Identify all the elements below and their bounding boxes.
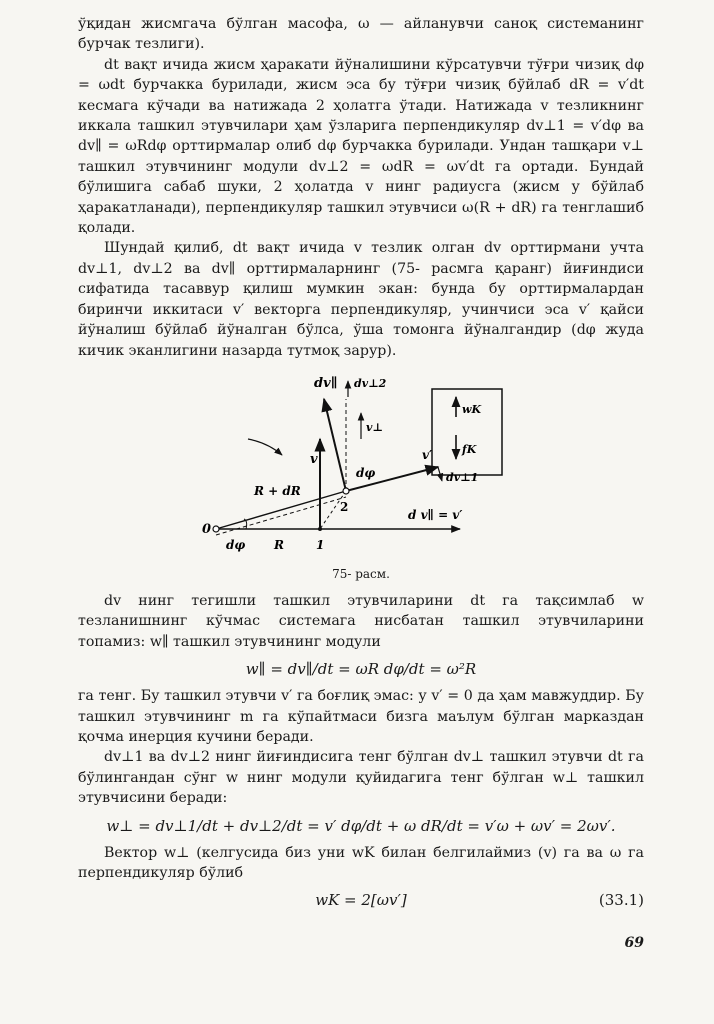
label-point-1: 1 <box>316 537 325 552</box>
v-vector-2 <box>324 399 346 491</box>
paragraph-5: га тенг. Бу ташкил этувчи v′ га боғлиқ эмас: у v′ = 0 да ҳам мавжуддир. Бу ташкил этувчининг m га кўпайтмаси бизга маълум бўлган марказдан қочма инерция кучини беради. <box>78 688 644 745</box>
label-r-plus-dr: R + dR <box>254 483 301 498</box>
point-1 <box>318 527 322 531</box>
paragraph-3: Шундай қилиб, dt вақт ичида v тезлик олган dv орттирмани учта dv⊥1, dv⊥2 ва dv∥ орттирмаларнинг (75- расмга қаранг) йиғиндиси сифатида тасаввур қилиш мумкин экан: бунда бу орттирмалардан биринчи иккитаси v′ векторга перпендикуляр, учинчиси эса v′ қайси йўналиш бўйлаб йўналган бўлса, ўша томонга йўналгандир (dφ жуда кичик эканлигини назарда тутмоқ зарур). <box>78 240 644 359</box>
label-dv-parallel-eq: d v∥ = v′ <box>408 507 463 522</box>
paragraph-2: dt вақт ичида жисм ҳаракати йўналишини кўрсатувчи тўғри чизиқ dφ = ωdt бурчакка бурилади, жисм эса бу тўғри чизиқ бўйлаб dR = v′dt кесмага кўчади ва натижада 2 ҳолатга ўтади. Натижада v тезликнинг иккала ташкил этувчилари ҳам ўзларига перпендикуляр dv⊥1 = v′dφ ва dv∥ = ωRdφ орттирмалар олиб dφ бурчакка бурилади. Ундан ташқари v⊥ ташкил этувчининг модули dv⊥2 = ωdR = ωv′dt га ортади. Бундай бўлишига сабаб шуки, 2 ҳолатда v нинг радиусга (жисм у бўйлаб ҳаракатланади), перпендикуляр ташкил этувчиси ω(R + dR) га тенглашиб қолади. <box>78 56 644 237</box>
vector-diagram <box>78 369 644 569</box>
page-body <box>78 14 644 917</box>
legend-f-label: fK <box>462 442 477 456</box>
label-dv-perp2: dv⊥2 <box>354 376 387 390</box>
legend-w-label: wK <box>462 402 482 416</box>
point-2 <box>343 488 349 494</box>
label-point-2: 2 <box>340 499 349 514</box>
paragraph-1: ўқидан жисмгача бўлган масофа, ω — айланувчи саноқ системанинг бурчак тезлиги). <box>78 16 644 53</box>
formula-coriolis <box>78 891 644 909</box>
label-r: R <box>274 537 284 552</box>
figure-caption: 75- расм. <box>332 566 390 581</box>
paragraph-7: Вектор w⊥ (келгусида биз уни wK билан белгилаймиз (v) га ва ω га перпендикуляр бўлиб <box>78 844 644 881</box>
formula-number: (33.1) <box>598 891 644 910</box>
formula-coriolis-body: wK = 2[ωv′] <box>315 891 407 910</box>
label-v-prime: v′ <box>422 447 433 462</box>
paragraph-4: dv нинг тегишли ташкил этувчиларини dt га тақсимлаб w тезланишнинг кўчмас системага нисбатан ташкил этувчиларини топамиз: w∥ ташкил этувчининг модули <box>78 592 644 650</box>
label-dphi: dφ <box>356 465 376 480</box>
paragraph-6: dv⊥1 ва dv⊥2 нинг йиғиндисига тенг бўлган dv⊥ ташкил этувчи dt га бўлингандан сўнг w нинг модули қуйидагига тенг бўлган w⊥ ташкил этувчисини беради: <box>78 749 644 807</box>
label-origin: 0 <box>202 521 212 537</box>
figure-75 <box>78 369 644 569</box>
label-dphi-bottom: dφ <box>226 537 246 552</box>
legend-box <box>432 389 502 475</box>
label-dv-parallel: dv∥ <box>314 375 338 391</box>
dv-perp1-arrow <box>438 467 442 481</box>
label-v-perp: v⊥ <box>366 420 383 434</box>
label-dv-perp1: dv⊥1 <box>446 470 479 484</box>
origin-point <box>213 526 219 532</box>
rotation-arrow <box>248 439 282 455</box>
label-v: v <box>310 451 318 467</box>
formula-w-parallel: w∥ = dv∥/dt = ωR dφ/dt = ω²R <box>245 660 477 679</box>
formula-w-perp: w⊥ = dv⊥1/dt + dv⊥2/dt = v′ dφ/dt + ω dR/dt = v′ω + ωv′ = 2ωv′. <box>106 816 616 835</box>
page-number: 69 <box>624 935 644 951</box>
